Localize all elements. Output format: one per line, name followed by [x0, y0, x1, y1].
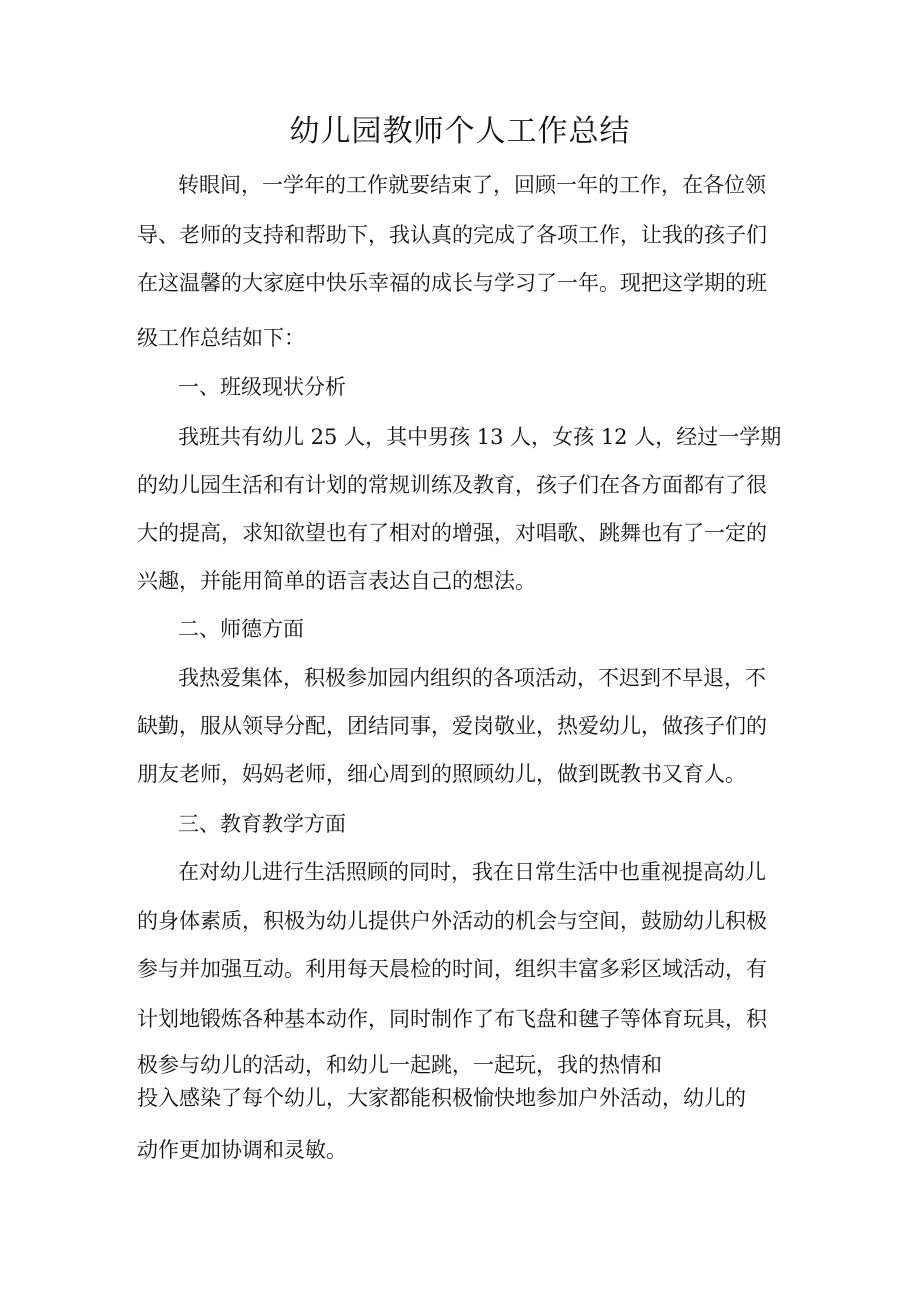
paragraph-line: 的幼儿园生活和有计划的常规训练及教育，孩子们在各方面都有了很 — [137, 473, 767, 497]
paragraph-line: 大的提高，求知欲望也有了相对的增强，对唱歌、跳舞也有了一定的 — [137, 521, 767, 545]
document-title: 幼儿园教师个人工作总结 — [289, 114, 631, 149]
paragraph-line: 我班共有幼儿 25 人，其中男孩 13 人，女孩 12 人，经过一学期 — [178, 425, 782, 449]
paragraph-line: 朋友老师，妈妈老师，细心周到的照顾幼儿，做到既教书又育人。 — [137, 762, 746, 786]
section-heading: 三、教育教学方面 — [178, 812, 346, 836]
section-heading: 二、师德方面 — [178, 617, 304, 641]
paragraph-line: 我热爱集体，积极参加园内组织的各项活动，不迟到不早退，不 — [178, 666, 766, 690]
paragraph-line: 计划地锻炼各种基本动作，同时制作了布飞盘和毽子等体育玩具，积 — [137, 1007, 767, 1031]
paragraph-line: 级工作总结如下： — [137, 326, 305, 350]
paragraph-line: 兴趣，并能用简单的语言表达自己的想法。 — [137, 569, 536, 593]
paragraph-line: 极参与幼儿的活动，和幼儿一起跳，一起玩，我的热情和 — [137, 1053, 662, 1077]
paragraph-line: 转眼间，一学年的工作就要结束了，回顾一年的工作，在各位领 — [178, 173, 766, 197]
paragraph-line: 投入感染了每个幼儿，大家都能积极愉快地参加户外活动，幼儿的 — [137, 1086, 746, 1110]
paragraph-line: 参与并加强互动。利用每天晨检的时间，组织丰富多彩区域活动，有 — [137, 957, 767, 981]
paragraph-line: 在这温馨的大家庭中快乐幸福的成长与学习了一年。现把这学期的班 — [137, 271, 767, 295]
paragraph-line: 导、老师的支持和帮助下，我认真的完成了各项工作，让我的孩子们 — [137, 223, 767, 247]
paragraph-line: 动作更加协调和灵敏。 — [137, 1138, 347, 1162]
paragraph-line: 的身体素质，积极为幼儿提供户外活动的机会与空间，鼓励幼儿积极 — [137, 909, 767, 933]
paragraph-line: 在对幼儿进行生活照顾的同时，我在日常生活中也重视提高幼儿 — [178, 860, 766, 884]
section-heading: 一、班级现状分析 — [178, 375, 346, 399]
paragraph-line: 缺勤，服从领导分配，团结同事，爱岗敬业，热爱幼儿，做孩子们的 — [137, 714, 767, 738]
